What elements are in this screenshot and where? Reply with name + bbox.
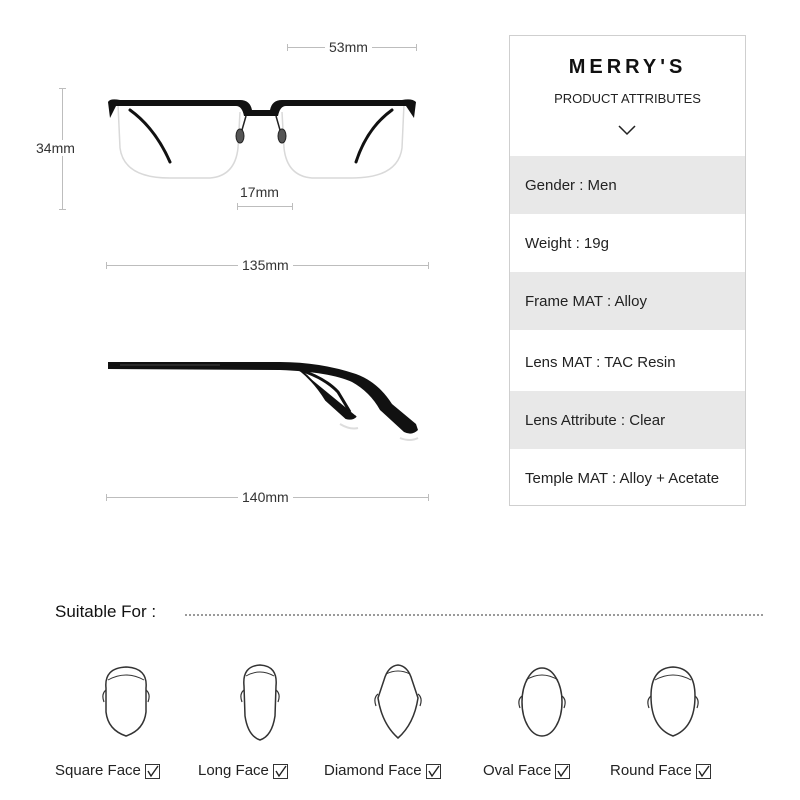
- face-label-text: Square Face: [55, 762, 141, 779]
- long-face-icon: [232, 662, 288, 742]
- lens-height-tick-top: [59, 88, 66, 89]
- temple-length-label: 140mm: [238, 489, 293, 505]
- lens-width-tick-left: [287, 44, 288, 51]
- check-icon: [273, 764, 288, 779]
- attribute-weight: Weight : 19g: [525, 234, 609, 252]
- round-face-icon: [643, 662, 703, 742]
- lens-width-label: 53mm: [325, 39, 372, 55]
- attribute-lens-attribute: Lens Attribute : Clear: [510, 391, 745, 449]
- face-option-square: [55, 762, 160, 779]
- product-attributes-card: [509, 35, 746, 506]
- temple-length-tick-left: [106, 494, 107, 501]
- face-option-diamond: [324, 762, 441, 779]
- square-face-icon: [98, 662, 154, 742]
- glasses-side-view: [100, 352, 430, 442]
- brand-logo: MERRY'S: [568, 56, 687, 78]
- attribute-temple-material: Temple MAT : Alloy + Acetate: [525, 469, 720, 487]
- attribute-lens-material: Lens MAT : TAC Resin: [525, 353, 676, 371]
- check-icon: [696, 764, 711, 779]
- check-icon: [555, 764, 570, 779]
- lens-height-tick-bottom: [59, 209, 66, 210]
- suitable-for-title: Suitable For :: [55, 602, 157, 621]
- face-label-text: Round Face: [610, 762, 692, 779]
- attribute-frame-material: Frame MAT : Alloy: [510, 272, 745, 330]
- diamond-face-icon: [368, 662, 428, 742]
- attribute-gender: Gender : Men: [510, 156, 745, 214]
- lens-width-tick-right: [416, 44, 417, 51]
- bridge-tick-right: [292, 203, 293, 210]
- check-icon: [145, 764, 160, 779]
- face-label-text: Oval Face: [483, 762, 552, 779]
- dotted-divider: [185, 614, 763, 616]
- chevron-down-icon: [618, 124, 636, 136]
- face-option-long: [198, 762, 288, 779]
- bridge-tick-left: [237, 203, 238, 210]
- check-icon: [426, 764, 441, 779]
- face-label-text: Long Face: [198, 762, 269, 779]
- attributes-heading: PRODUCT ATTRIBUTES: [554, 91, 701, 106]
- face-option-round: [610, 762, 711, 779]
- face-option-oval: [483, 762, 570, 779]
- frame-width-tick-left: [106, 262, 107, 269]
- face-label-text: Diamond Face: [324, 762, 422, 779]
- glasses-front-view: [100, 88, 420, 188]
- oval-face-icon: [514, 662, 570, 742]
- frame-width-label: 135mm: [238, 257, 293, 273]
- temple-length-tick-right: [428, 494, 429, 501]
- bridge-label: 17mm: [236, 184, 283, 200]
- lens-height-label: 34mm: [32, 140, 79, 156]
- bridge-line: [237, 206, 293, 207]
- frame-width-tick-right: [428, 262, 429, 269]
